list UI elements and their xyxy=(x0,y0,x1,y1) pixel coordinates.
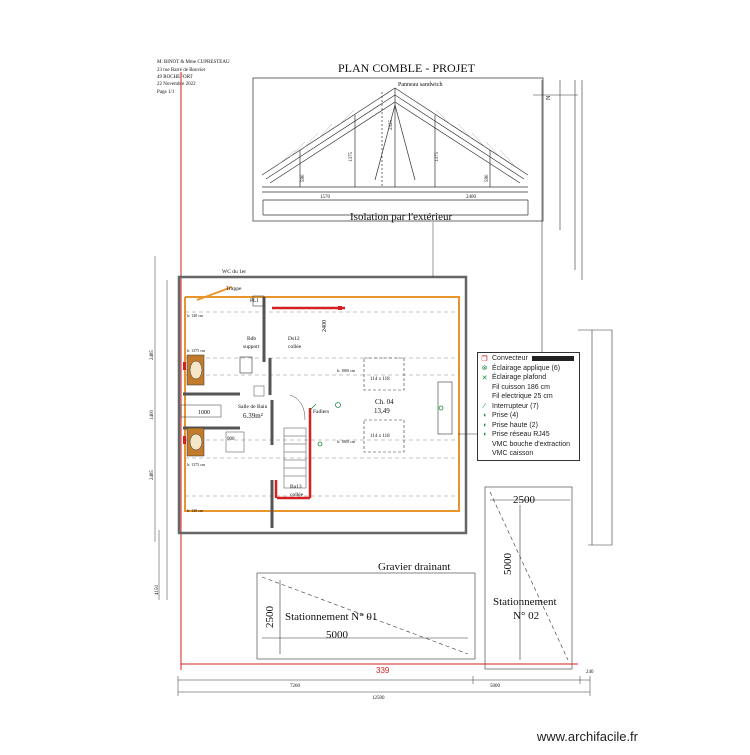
insulation-label: Isolation par l'extérieur xyxy=(350,211,453,223)
dim-mid: 5000 xyxy=(490,684,500,689)
legend-label: Prise haute (2) xyxy=(492,421,538,429)
legend-item xyxy=(480,354,577,364)
header-date: 22 Novembre 2022 xyxy=(157,82,196,87)
window2-size: 114 x 118 xyxy=(370,434,390,439)
spot1-height: 2500 xyxy=(264,606,276,628)
red-partitions xyxy=(272,308,345,498)
parking-spot-2 xyxy=(485,487,572,669)
wall-dim-2400: 2400 xyxy=(322,320,328,332)
spot2-height: 5000 xyxy=(502,553,514,575)
ba13-label: Ba13 xyxy=(290,484,302,490)
legend-label: Éclairage plafond xyxy=(492,374,547,382)
section-dim-right: 2400 xyxy=(466,195,476,200)
section-title: PLAN COMBLE - PROJET xyxy=(338,61,476,75)
note-2: h: 1375 cm xyxy=(187,348,205,353)
dashed-lines xyxy=(185,312,459,496)
gravel-label: Gravier drainant xyxy=(378,561,451,573)
sdb-area: 6.39m² xyxy=(243,412,263,420)
spot1-label: Stationnement N° 01 xyxy=(285,611,378,623)
ds12-sub: collée xyxy=(288,344,302,350)
section-height-2: 2325 xyxy=(389,120,394,130)
header-page: Page 1/1 xyxy=(157,90,175,95)
trappe-label: Trappe xyxy=(226,286,242,292)
legend-item xyxy=(480,373,577,383)
header-city: 49 ROCHEFORT xyxy=(157,75,193,80)
section-dim-left: 1570 xyxy=(320,195,330,200)
sdb-label: Salle de Bain xyxy=(238,404,268,410)
header-owner: M. BINOT & Mme CUPRESTEAU xyxy=(157,60,230,65)
note-1: h: 140 cm xyxy=(187,313,203,318)
legend-label: VMC bouche d'extraction xyxy=(492,440,570,448)
bath-sub: support xyxy=(243,344,260,350)
legend-symbol-icon: ⁄ xyxy=(483,402,486,410)
left-dim-3: 2485 xyxy=(150,470,155,480)
staircase xyxy=(284,395,306,488)
red-dim-value: 339 xyxy=(376,666,390,675)
left-dim-1: 2485 xyxy=(150,350,155,360)
dim-1000: 1000 xyxy=(198,410,210,416)
legend-symbol-icon: ◖ xyxy=(482,431,487,439)
spot2-label-1: Stationnement xyxy=(493,596,557,608)
dim-total: 12500 xyxy=(372,696,385,701)
legend-item xyxy=(480,449,577,459)
section-eave-right: 580 xyxy=(485,174,490,182)
section-eave-left: 580 xyxy=(301,174,306,182)
legend-label: Interrupteur (7) xyxy=(492,402,539,410)
note-4: h: 140 cm xyxy=(187,508,203,513)
ds12-label: Ds12 xyxy=(288,336,300,342)
left-dim-2: 1400 xyxy=(150,410,155,420)
panel-label: Panneau sandwich xyxy=(398,82,443,88)
legend-item xyxy=(480,402,577,412)
legend-item xyxy=(480,383,577,393)
chamber-area: 13,49 xyxy=(374,407,390,415)
floor-outline xyxy=(179,277,466,533)
header-address: 23 rue Barré de Bouvier xyxy=(157,68,206,73)
section-height-3: 1375 xyxy=(435,152,440,162)
right-elevation xyxy=(533,80,612,545)
pli-label: PLI xyxy=(250,298,259,304)
legend-item xyxy=(480,364,577,374)
bottom-dimension-lines xyxy=(178,676,590,696)
chamber-label: Ch. 04 xyxy=(375,398,394,406)
watermark: www.archifacile.fr xyxy=(536,729,638,744)
window1-size: 114 x 118 xyxy=(370,377,390,382)
note-5: h: 1800 cm xyxy=(337,368,355,373)
roof-hatching xyxy=(278,110,514,165)
legend-item xyxy=(480,411,577,421)
spot1-width: 5000 xyxy=(326,629,348,641)
legend-item xyxy=(480,440,577,450)
dim-900: 900 xyxy=(227,437,235,442)
left-dimension-lines xyxy=(155,256,167,600)
spot2-width: 2500 xyxy=(513,494,535,506)
bath-label: Bdb xyxy=(247,336,257,342)
section-height-1: 1375 xyxy=(349,152,354,162)
legend-symbol-icon: ⊗ xyxy=(481,365,488,373)
fadiers-label: Fadiers xyxy=(313,409,330,415)
redacted-bar xyxy=(532,356,574,361)
legend-label: Convecteur xyxy=(492,355,528,363)
note-3: h: 1375 cm xyxy=(187,462,205,467)
section-frame xyxy=(253,78,543,221)
ba13-sub: collée xyxy=(290,492,304,498)
legend-label: Éclairage applique (6) xyxy=(492,364,561,372)
north-arrow-label: N xyxy=(546,95,552,100)
left-dim-4: 4150 xyxy=(155,585,160,595)
legend-symbol-icon: ◖ xyxy=(482,412,487,420)
legend-label: Prise (4) xyxy=(492,412,519,420)
legend-symbol-icon: ✕ xyxy=(481,374,488,382)
dim-right: 240 xyxy=(586,670,594,675)
legend-item xyxy=(480,421,577,431)
wc-label: WC du 1er xyxy=(222,269,247,275)
legend-item xyxy=(480,430,577,440)
dim-left: 7260 xyxy=(290,684,300,689)
legend-label: Prise réseau RJ45 xyxy=(492,431,550,439)
legend-label: Fil cuisson 186 cm xyxy=(492,383,550,391)
note-6: h: 1800 cm xyxy=(337,439,355,444)
legend-label: VMC caisson xyxy=(492,450,534,458)
spot2-label-2: N° 02 xyxy=(513,610,540,622)
legend-item xyxy=(480,392,577,402)
legend-symbol-icon: ❐ xyxy=(481,355,488,363)
roof-section xyxy=(262,88,528,215)
legend-symbol-icon: ◖ xyxy=(482,421,487,429)
header-block xyxy=(157,60,230,95)
legend-label: Fil electrique 25 cm xyxy=(492,393,553,401)
electrical-legend xyxy=(477,352,580,461)
